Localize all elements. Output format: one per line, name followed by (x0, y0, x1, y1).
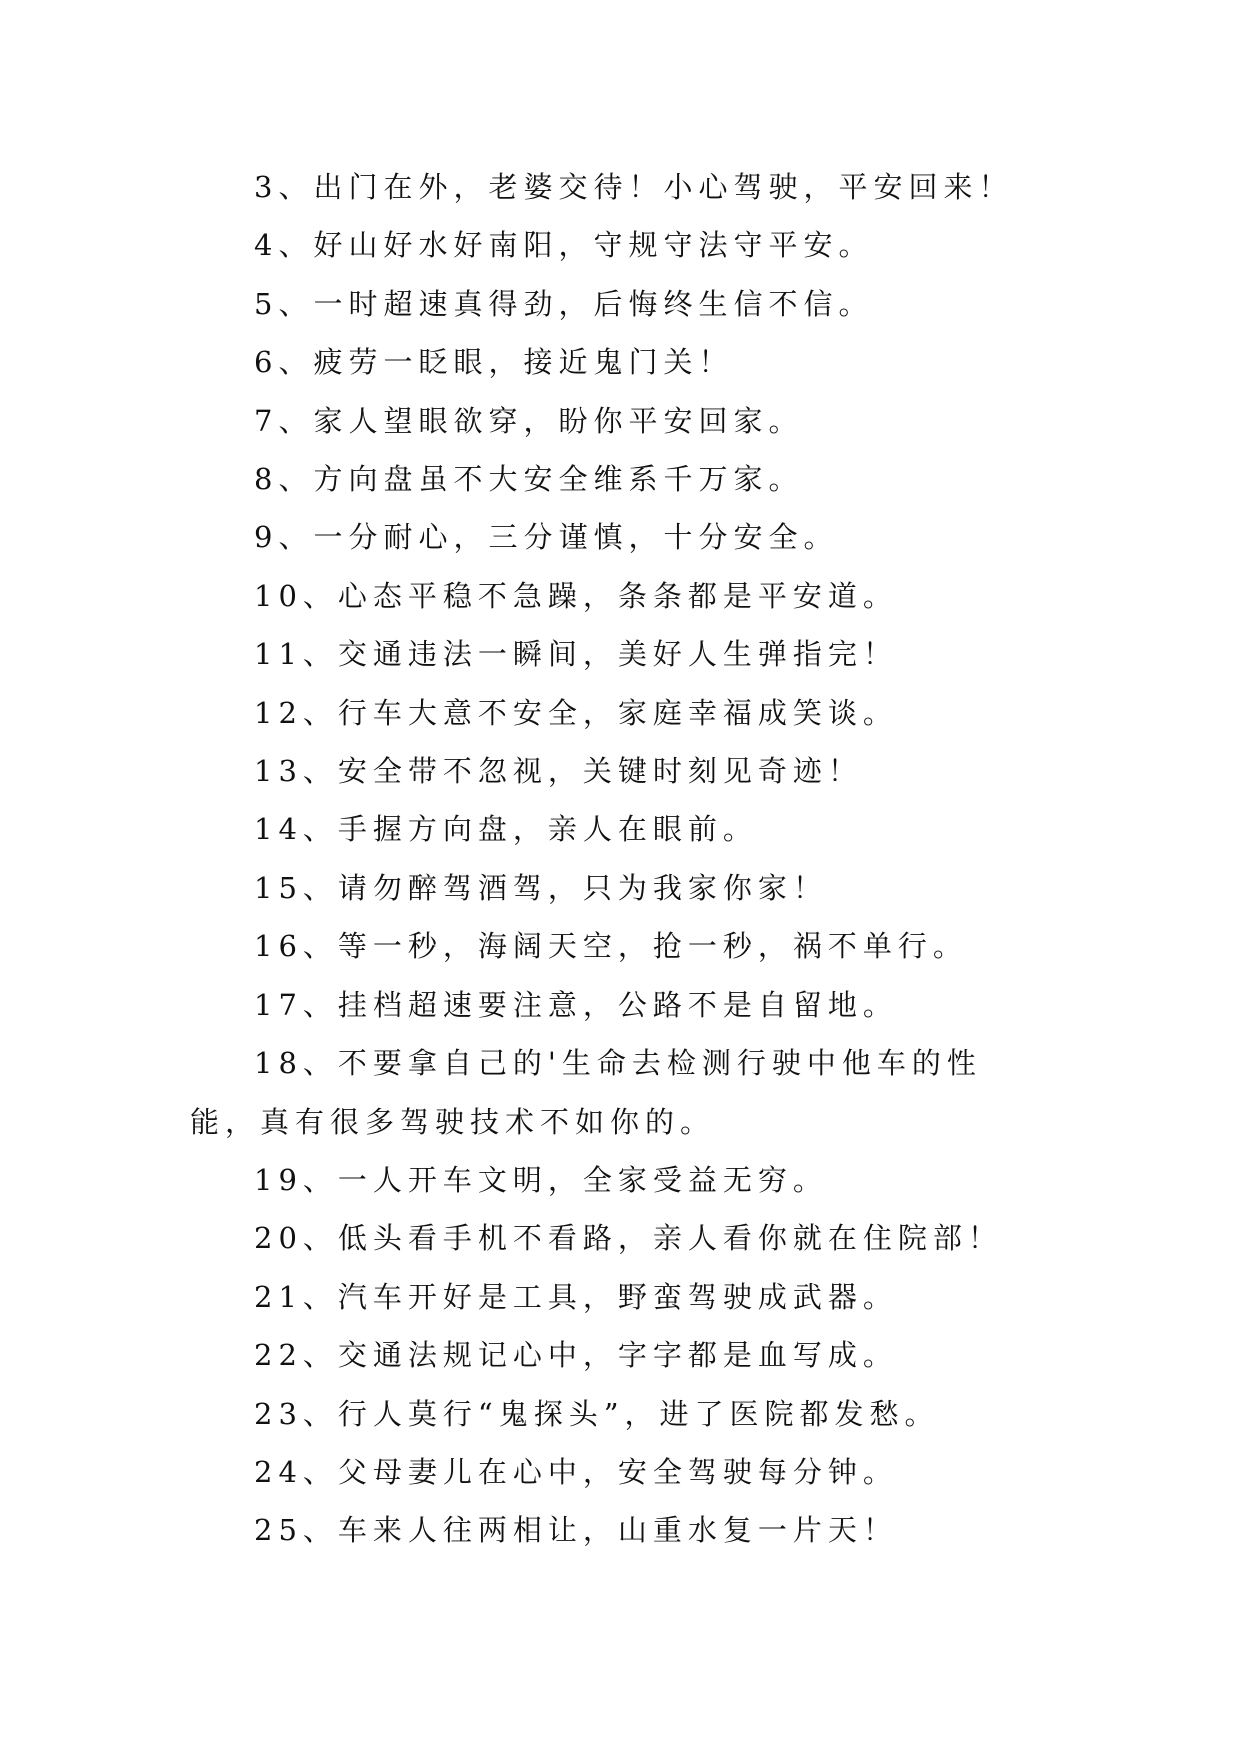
slogan-line: 10、心态平稳不急躁，条条都是平安道。 (254, 578, 898, 613)
slogan-line: 16、等一秒，海阔天空，抢一秒，祸不单行。 (254, 929, 968, 964)
slogan-line: 17、挂档超速要注意，公路不是自留地。 (254, 987, 898, 1022)
slogan-line: 8、方向盘虽不大安全维系千万家。 (254, 462, 804, 497)
slogan-line: 23、行人莫行“鬼探头”，进了医院都发愁。 (254, 1396, 940, 1431)
slogan-line: 15、请勿醉驾酒驾，只为我家你家！ (254, 870, 828, 905)
slogan-line: 25、车来人往两相让，山重水复一片天！ (254, 1513, 898, 1548)
slogan-line: 4、好山好水好南阳，守规守法守平安。 (254, 228, 874, 263)
slogan-line: 6、疲劳一眨眼，接近鬼门关！ (254, 345, 734, 380)
slogan-line: 20、低头看手机不看路，亲人看你就在住院部！ (254, 1221, 1003, 1256)
slogan-line: 11、交通违法一瞬间，美好人生弹指完！ (254, 637, 898, 672)
slogan-line: 13、安全带不忽视，关键时刻见奇迹！ (254, 754, 863, 789)
slogan-line: 24、父母妻儿在心中，安全驾驶每分钟。 (254, 1454, 898, 1489)
slogan-line: 12、行车大意不安全，家庭幸福成笑谈。 (254, 695, 898, 730)
slogan-line: 3、出门在外，老婆交待！小心驾驶，平安回来！ (254, 170, 1014, 204)
slogan-line: 14、手握方向盘，亲人在眼前。 (254, 812, 758, 847)
slogan-line: 7、家人望眼欲穿，盼你平安回家。 (254, 403, 804, 438)
slogan-line: 9、一分耐心，三分谨慎，十分安全。 (254, 520, 839, 555)
slogan-line: 19、一人开车文明，全家受益无穷。 (254, 1162, 828, 1197)
slogan-line: 5、一时超速真得劲，后悔终生信不信。 (254, 286, 874, 321)
document-body (190, 158, 1050, 1560)
slogan-line-wrapped: 18、不要拿自己的'生命去检测行驶中他车的性能，真有很多驾驶技术不如你的。 (190, 1046, 982, 1139)
slogan-line: 22、交通法规记心中，字字都是血写成。 (254, 1338, 898, 1373)
slogan-line: 21、汽车开好是工具，野蛮驾驶成武器。 (254, 1279, 898, 1314)
